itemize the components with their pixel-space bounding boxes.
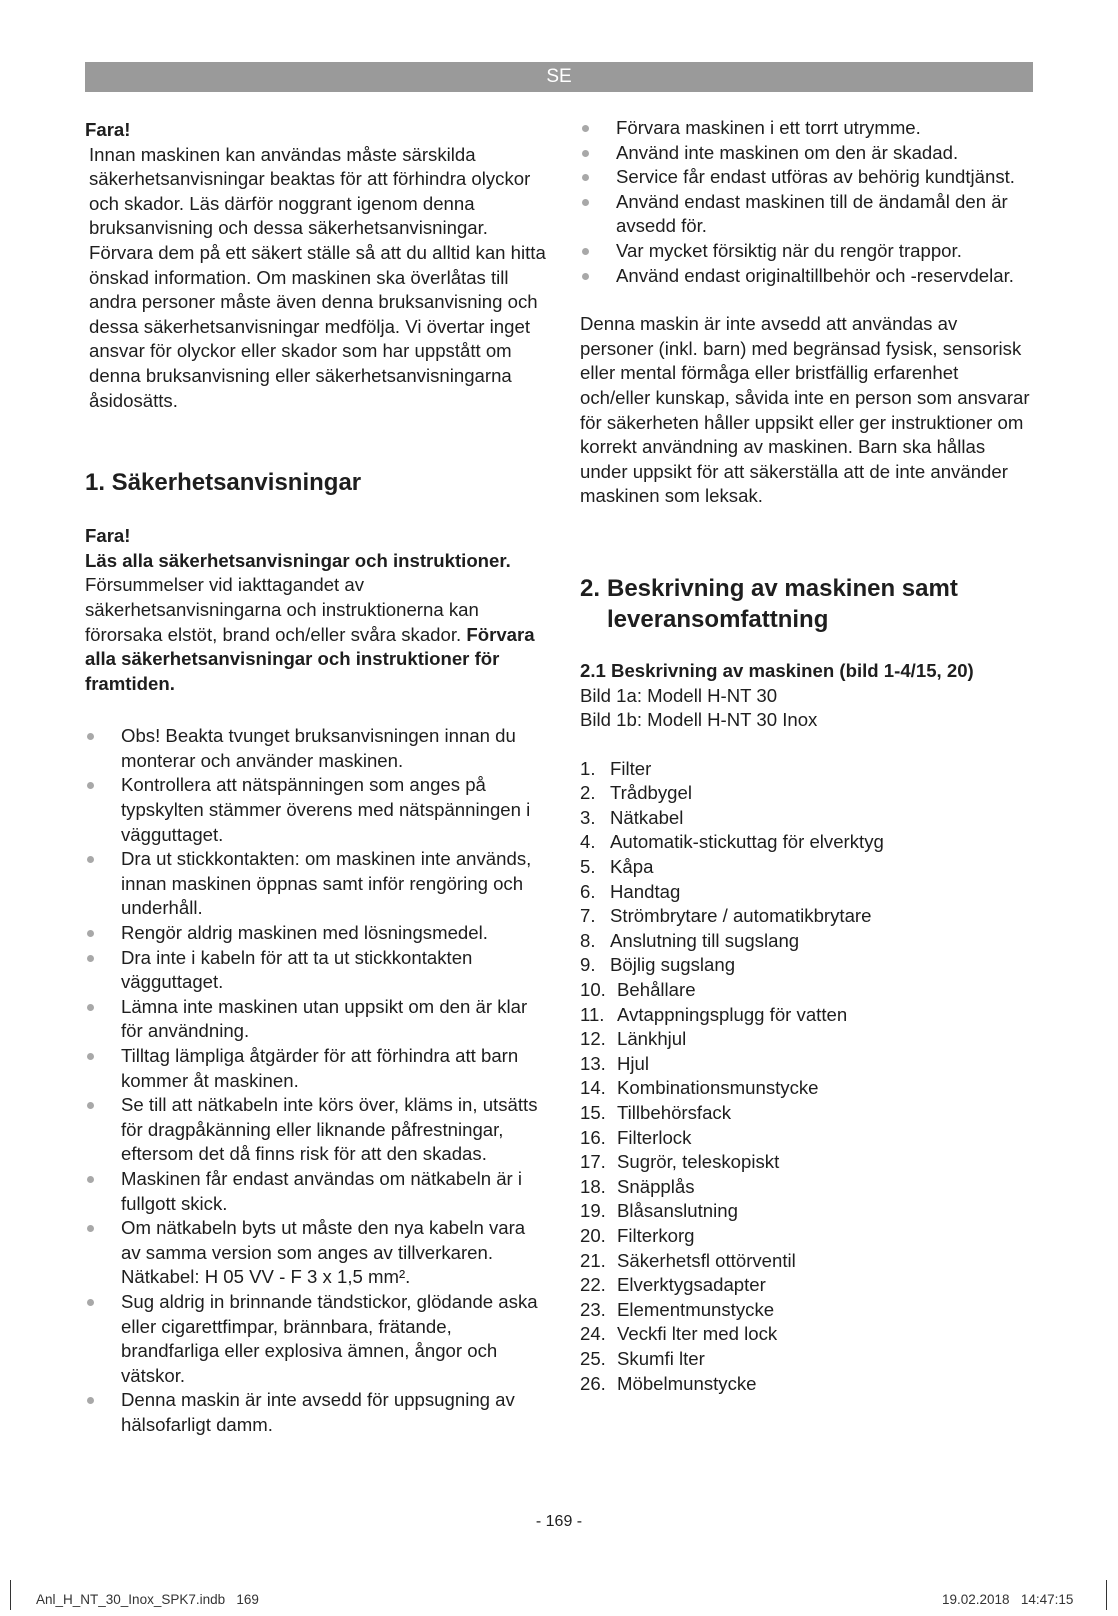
- crop-mark-left: [10, 1580, 11, 1610]
- list-item: Var mycket försiktig när du rengör trappor.: [580, 239, 1032, 264]
- list-item: Förvara maskinen i ett torrt utrymme.: [580, 116, 1032, 141]
- language-header-bar: [85, 62, 1033, 92]
- list-item: 18. Snäpplås: [580, 1175, 695, 1197]
- warning-text: Försummelser vid iakttagandet av säkerhetsanvisningarna och instruktionerna kan förorsaka elstöt, brand och/eller svåra skador.: [85, 574, 479, 645]
- list-item: 22. Elverktygsadapter: [580, 1274, 766, 1296]
- section-2-text: Beskrivning av maskinen samt leveransomfattning: [607, 574, 958, 633]
- usage-restriction-paragraph: Denna maskin är inte avsedd att användas av personer (inkl. barn) med begränsad fysisk, sensorisk eller mental förmåga eller bristfällig erfarenhet och/eller kunskap, såvida inte en person som ansvarar för säkerheten håller uppsikt eller ger instruktioner om korrekt användning av maskinen. Barn ska hållas under uppsikt för att säkerställa att de inte använder maskinen som leksak.: [580, 313, 1030, 507]
- list-item: Använd endast originaltillbehör och -reservdelar.: [580, 264, 1032, 289]
- list-item: 5. Kåpa: [580, 856, 654, 878]
- safety-bullet-list-continued: [580, 116, 1032, 288]
- list-item: 4. Automatik-stickuttag för elverktyg: [580, 831, 884, 853]
- list-item: 15. Tillbehörsfack: [580, 1102, 732, 1123]
- list-item: Lämna inte maskinen utan uppsikt om den är klar för användning.: [85, 995, 547, 1044]
- section-1-title: 1. Säkerhetsanvisningar: [85, 469, 362, 497]
- list-item: Använd inte maskinen om den är skadad.: [580, 141, 1032, 166]
- bullet-icon: [87, 1102, 94, 1109]
- bullet-icon: [87, 1176, 94, 1183]
- danger-intro-text: Innan maskinen kan användas måste särskilda säkerhetsanvisningar beaktas för att förhindra olyckor och skador. Läs därför noggrant igenom denna bruksanvisning och dessa säkerhetsanvisningar. Förvara dem på ett säkert ställe så att du alltid kan hitta önskad information. Om maskinen ska överlåtas till andra personer måste även denna bruksanvisning och dessa säkerhetsanvisningar medfölja. Vi övertar inget ansvar för olyckor eller skador som har uppstått om denna bruksanvisning eller säkerhetsanvisningarna åsidosätts.: [89, 143, 546, 411]
- parts-list: [580, 757, 1032, 1396]
- bullet-icon: [87, 733, 94, 740]
- list-item: 10. Behållare: [580, 979, 696, 1001]
- list-item: 25. Skumfi lter: [580, 1347, 705, 1369]
- bullet-icon: [87, 1004, 94, 1011]
- list-item: Tilltag lämpliga åtgärder för att förhindra att barn kommer åt maskinen.: [85, 1044, 547, 1093]
- list-item: 21. Säkerhetsfl ottörventil: [580, 1249, 796, 1271]
- list-item: 14. Kombinationsmunstycke: [580, 1077, 819, 1099]
- bullet-icon: [87, 955, 94, 962]
- figure-1a-caption: Bild 1a: Modell H-NT 30: [580, 684, 778, 706]
- list-item: 16. Filterlock: [580, 1126, 692, 1148]
- danger-heading-2: Fara!: [85, 525, 131, 547]
- page-number: - 169 -: [535, 1513, 583, 1530]
- list-item: 20. Filterkorg: [580, 1224, 695, 1246]
- crop-mark-right: [1106, 1580, 1107, 1610]
- list-item: 7. Strömbrytare / automatikbrytare: [580, 905, 872, 927]
- list-item: 6. Handtag: [580, 880, 681, 902]
- bullet-icon: [582, 150, 589, 157]
- subsection-2-1-title: 2.1 Beskrivning av maskinen (bild 1-4/15, 20): [580, 659, 974, 681]
- bullet-icon: [87, 930, 94, 937]
- warning-bold-1: Läs alla säkerhetsanvisningar och instruktioner.: [85, 549, 511, 571]
- list-item: Dra inte i kabeln för att ta ut stickkontakten vägguttaget.: [85, 946, 547, 995]
- list-item: Se till att nätkabeln inte körs över, kläms in, utsätts för dragpåkänning eller liknande påfrestningar, eftersom det då finns risk för att den skadas.: [85, 1093, 547, 1167]
- bullet-icon: [582, 273, 589, 280]
- bullet-icon: [87, 782, 94, 789]
- list-item: Obs! Beakta tvunget bruksanvisningen innan du monterar och använder maskinen.: [85, 724, 547, 773]
- left-column: [85, 118, 547, 1438]
- language-code: SE: [546, 66, 572, 87]
- list-item: Maskinen får endast användas om nätkabeln är i fullgott skick.: [85, 1167, 547, 1216]
- figure-1b-caption: Bild 1b: Modell H-NT 30 Inox: [580, 709, 818, 731]
- list-item: Om nätkabeln byts ut måste den nya kabeln vara av samma version som anges av tillverkaren. Nätkabel: H 05 VV - F 3 x 1,5 mm².: [85, 1216, 547, 1290]
- list-item: 26. Möbelmunstycke: [580, 1372, 757, 1394]
- section-2-title: [580, 573, 1032, 635]
- section-2-number: 2.: [580, 574, 601, 602]
- bullet-icon: [87, 1225, 94, 1232]
- bullet-icon: [582, 248, 589, 255]
- bullet-icon: [87, 856, 94, 863]
- danger-heading: Fara!: [85, 119, 131, 140]
- list-item: 3. Nätkabel: [580, 806, 684, 828]
- bullet-icon: [87, 1299, 94, 1306]
- list-item: 19. Blåsanslutning: [580, 1200, 738, 1222]
- list-item: 13. Hjul: [580, 1052, 650, 1074]
- bullet-icon: [87, 1397, 94, 1404]
- list-item: 23. Elementmunstycke: [580, 1298, 775, 1320]
- list-item: Denna maskin är inte avsedd för uppsugning av hälsofarligt damm.: [85, 1388, 547, 1437]
- list-item: 12. Länkhjul: [580, 1028, 687, 1050]
- list-item: 2. Trådbygel: [580, 782, 692, 804]
- list-item: Dra ut stickkontakten: om maskinen inte används, innan maskinen öppnas samt inför rengöring och underhåll.: [85, 847, 547, 921]
- list-item: 17. Sugrör, teleskopiskt: [580, 1151, 780, 1173]
- warning-bold-2: Förvara alla säkerhetsanvisningar och instruktioner för framtiden.: [85, 623, 535, 694]
- danger-warning-text: [85, 549, 547, 697]
- bullet-icon: [582, 125, 589, 132]
- footer-datetime: 19.02.2018 14:47:15: [942, 1592, 1074, 1607]
- bullet-icon: [582, 174, 589, 181]
- bullet-icon: [87, 1053, 94, 1060]
- bullet-icon: [582, 199, 589, 206]
- list-item: 24. Veckfi lter med lock: [580, 1323, 778, 1345]
- list-item: 11. Avtappningsplugg för vatten: [580, 1003, 848, 1025]
- safety-bullet-list: [85, 724, 547, 1437]
- list-item: Service får endast utföras av behörig kundtjänst.: [580, 165, 1032, 190]
- list-item: 9. Böjlig sugslang: [580, 954, 736, 976]
- right-column: [580, 116, 1032, 1396]
- list-item: Sug aldrig in brinnande tändstickor, glödande aska eller cigarettfimpar, brännbara, frätande, brandfarliga eller explosiva ämnen, ångor och vätskor.: [85, 1290, 547, 1388]
- list-item: 1. Filter: [580, 757, 652, 779]
- list-item: Använd endast maskinen till de ändamål den är avsedd för.: [580, 190, 1032, 239]
- footer-file-info: Anl_H_NT_30_Inox_SPK7.indb 169: [36, 1592, 259, 1607]
- list-item: Kontrollera att nätspänningen som anges på typskylten stämmer överens med nätspänningen i vägguttaget.: [85, 773, 547, 847]
- list-item: Rengör aldrig maskinen med lösningsmedel.: [85, 921, 547, 946]
- list-item: 8. Anslutning till sugslang: [580, 929, 800, 951]
